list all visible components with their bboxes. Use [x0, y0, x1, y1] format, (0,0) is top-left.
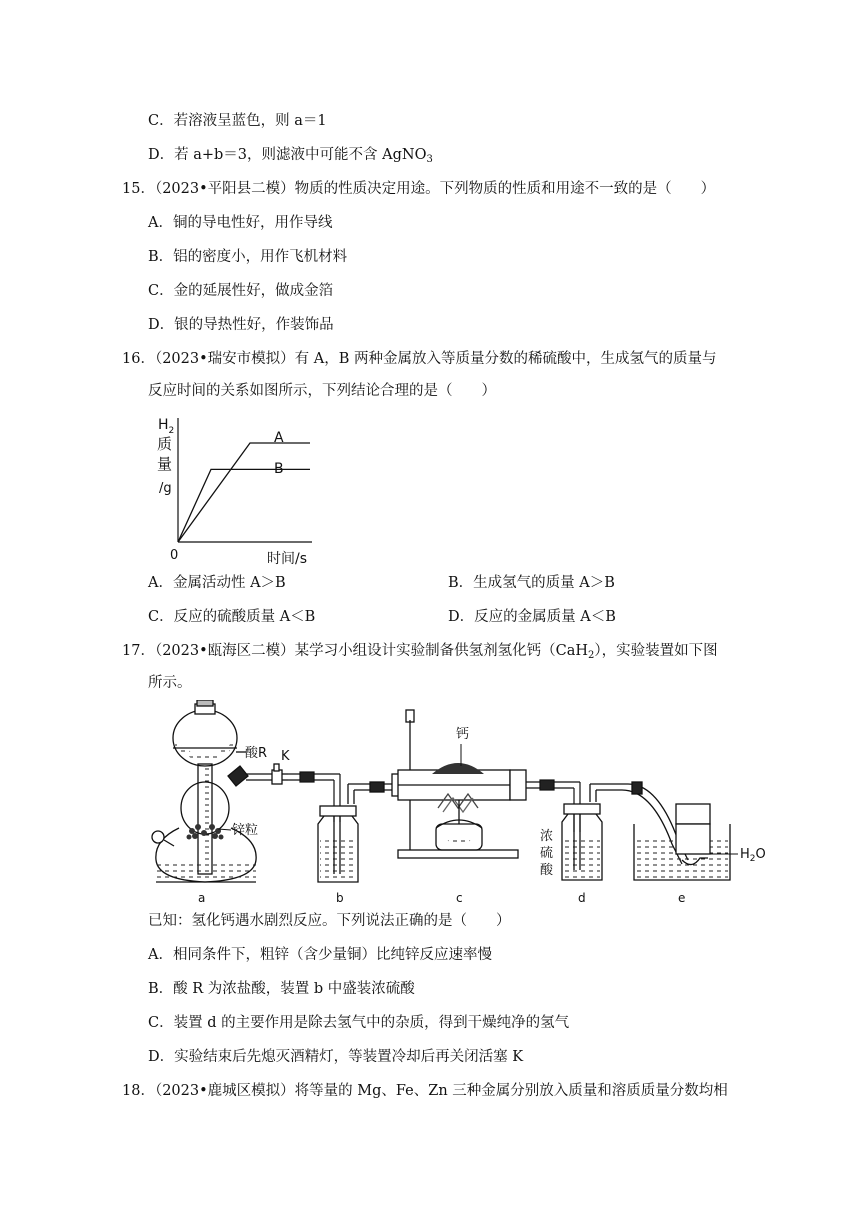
label-a: a [198, 891, 206, 905]
legend-b: B [274, 461, 284, 477]
origin-label: 0 [170, 548, 179, 563]
valve-k-label: K [281, 749, 290, 764]
q17-option-c: C．装置 d 的主要作用是除去氢气中的杂质，得到干燥纯净的氢气 [148, 1015, 570, 1031]
y-label-char-1: 质 [157, 435, 173, 453]
water-trough-e [622, 782, 730, 880]
q17-stem-sub: 2 [588, 650, 595, 661]
q17-stem-text-b: ），实验装置如下图 [594, 643, 718, 659]
q15-option-a: A．铜的导电性好，用作导线 [148, 215, 333, 231]
bottle-d [562, 784, 628, 880]
acid-r-label: 酸R [245, 746, 268, 761]
q16-option-b: B．生成氢气的质量 A＞B [448, 575, 615, 591]
q15-option-c: C．金的延展性好，做成金箔 [148, 283, 334, 299]
q17-stem-line2: 所示。 [148, 675, 192, 691]
q14-option-d-text: D．若 a+b＝3，则滤液中可能不含 AgNO [148, 147, 427, 163]
series-line-b [178, 469, 310, 542]
q14-option-c: C．若溶液呈蓝色，则 a＝1 [148, 113, 327, 129]
q15-option-b: B．铝的密度小，用作飞机材料 [148, 249, 348, 265]
water-label: $H_2O$ [740, 847, 766, 864]
q17-option-d: D．实验结束后先熄灭酒精灯，等装置冷却后再关闭活塞 K [148, 1049, 524, 1065]
q16-option-a: A．金属活动性 A＞B [148, 575, 286, 591]
q15-stem: 15．（2023•平阳县二模）物质的性质决定用途。下列物质的性质和用途不一致的是（ ） [122, 181, 716, 197]
q16-option-d: D．反应的金属质量 A＜B [448, 609, 616, 625]
q17-apparatus [148, 700, 778, 910]
acid-d-char-3: 酸 [540, 863, 554, 878]
q15-option-d: D．银的导热性好，作装饰品 [148, 317, 334, 333]
y-label-char-2: 量 [157, 455, 173, 473]
acid-d-char-1: 浓 [540, 829, 554, 844]
bottle-b [318, 782, 398, 882]
q18-stem: 18．（2023•鹿城区模拟）将等量的 Mg、Fe、Zn 三种金属分别放入质量和溶质质量分数均相 [122, 1083, 728, 1099]
q17-known: 已知：氢化钙遇水剧烈反应。下列说法正确的是（ ） [148, 913, 511, 929]
q17-option-a: A．相同条件下，粗锌（含少量铜）比纯锌反应速率慢 [148, 947, 492, 963]
q16-stem-line2: 反应时间的关系如图所示，下列结论合理的是（ ） [148, 383, 496, 399]
q17-stem-text-a: 17．（2023•瓯海区二模）某学习小组设计实验制备供氢剂氢化钙（CaH [122, 643, 589, 659]
q16-graph [150, 412, 320, 572]
y-label-h: $H_2$ [158, 417, 175, 436]
legend-a: A [274, 430, 284, 446]
zinc-label: 锌粒 [232, 823, 259, 838]
kipp-generator [152, 700, 288, 882]
q17-stem-line1 [122, 641, 718, 666]
q14-option-d [148, 145, 433, 170]
acid-d-char-2: 硫 [540, 846, 554, 861]
calcium-label: 钙 [456, 727, 470, 742]
y-unit: /g [159, 481, 172, 496]
series-line-a [178, 443, 310, 542]
label-c: c [456, 891, 463, 905]
label-d: d [578, 891, 586, 905]
label-b: b [336, 891, 344, 905]
q17-option-b: B．酸 R 为浓盐酸，装置 b 中盛装浓硫酸 [148, 981, 415, 997]
x-label: 时间/s [267, 551, 308, 567]
q16-stem-line1: 16．（2023•瑞安市模拟）有 A，B 两种金属放入等质量分数的稀硫酸中，生成氢气的质量与 [122, 351, 717, 367]
q14-option-d-sub: 3 [426, 154, 433, 165]
label-e: e [678, 891, 686, 905]
q16-option-c: C．反应的硫酸质量 A＜B [148, 609, 316, 625]
